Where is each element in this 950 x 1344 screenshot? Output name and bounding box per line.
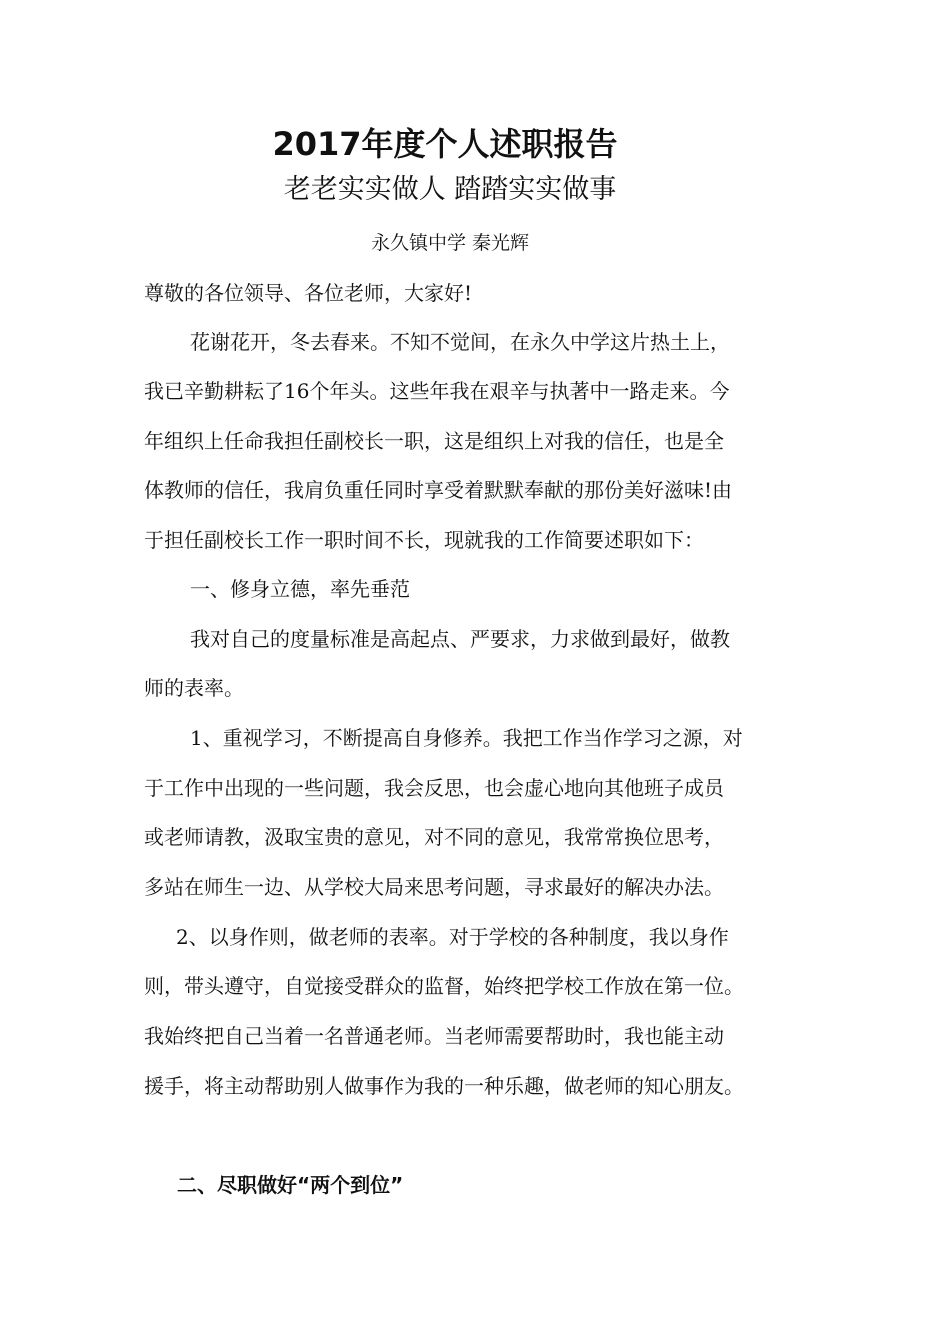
document-title: 2017年度个人述职报告 xyxy=(272,125,618,163)
paragraph-line: 2、以身作则，做老师的表率。对于学校的各种制度，我以身作 xyxy=(176,925,729,949)
paragraph-line: 于担任副校长工作一职时间不长，现就我的工作简要述职如下： xyxy=(144,528,704,552)
paragraph-line: 我已辛勤耕耘了16个年头。这些年我在艰辛与执著中一路走来。今 xyxy=(144,379,730,403)
paragraph-line: 我始终把自己当着一名普通老师。当老师需要帮助时，我也能主动 xyxy=(144,1024,724,1048)
document-subtitle: 老老实实做人 踏踏实实做事 xyxy=(283,174,617,205)
paragraph-line: 师的表率。 xyxy=(144,676,244,700)
paragraph-line: 我对自己的度量标准是高起点、严要求，力求做到最好，做教 xyxy=(190,627,730,651)
paragraph-line: 花谢花开，冬去春来。不知不觉间，在永久中学这片热土上， xyxy=(190,330,730,354)
paragraph-line: 援手，将主动帮助别人做事作为我的一种乐趣，做老师的知心朋友。 xyxy=(144,1074,744,1098)
section-heading-1: 一、修身立德，率先垂范 xyxy=(190,577,410,601)
paragraph-line: 年组织上任命我担任副校长一职，这是组织上对我的信任，也是全 xyxy=(144,429,724,453)
paragraph-line: 于工作中出现的一些问题，我会反思，也会虚心地向其他班子成员 xyxy=(144,776,724,800)
section-heading-2: 二、尽职做好“两个到位” xyxy=(177,1173,404,1197)
paragraph-line: 体教师的信任，我肩负重任同时享受着默默奉献的那份美好滋味!由 xyxy=(144,478,733,502)
greeting: 尊敬的各位领导、各位老师，大家好! xyxy=(144,281,473,305)
paragraph-line: 多站在师生一边、从学校大局来思考问题，寻求最好的解决办法。 xyxy=(144,875,724,899)
paragraph-line: 则，带头遵守，自觉接受群众的监督，始终把学校工作放在第一位。 xyxy=(144,974,744,998)
paragraph-line: 或老师请教，汲取宝贵的意见，对不同的意见，我常常换位思考， xyxy=(144,825,724,849)
document-author: 永久镇中学 秦光辉 xyxy=(370,232,530,254)
paragraph-line: 1、重视学习，不断提高自身修养。我把工作当作学习之源，对 xyxy=(190,726,743,750)
